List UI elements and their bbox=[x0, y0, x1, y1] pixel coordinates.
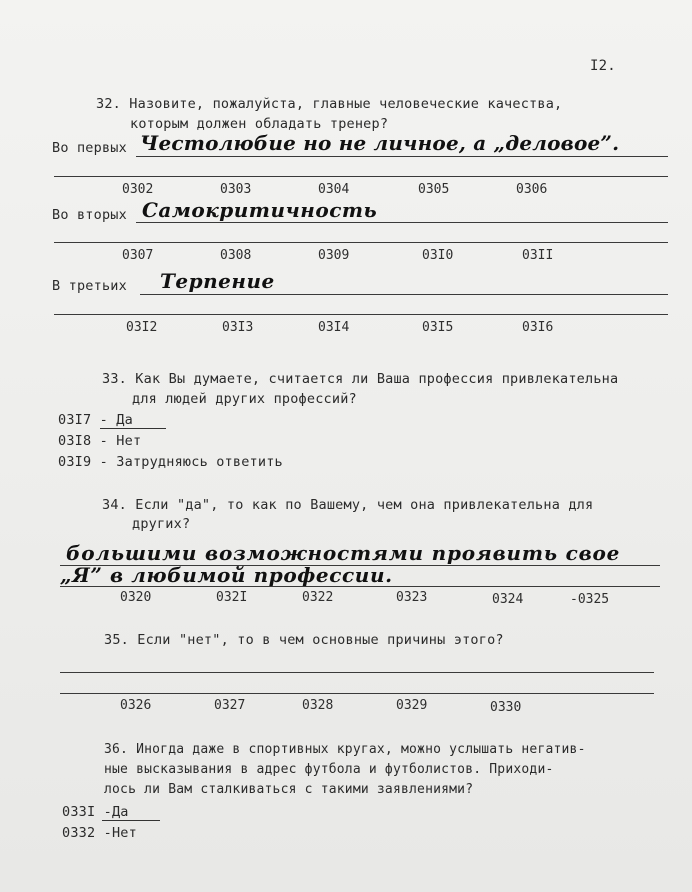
q33-option-code: 03I7 bbox=[58, 412, 92, 428]
page-number: I2. bbox=[590, 58, 616, 74]
q36-selected-underline bbox=[102, 820, 160, 821]
q35-code: 0329 bbox=[396, 698, 428, 713]
q32-first-code: 0304 bbox=[318, 182, 350, 197]
q33-option-unsure bbox=[58, 454, 283, 470]
q32-second-answer-line-2 bbox=[54, 242, 668, 243]
q33-option-text: - Нет bbox=[99, 433, 142, 449]
q32-first-answer-line bbox=[136, 156, 668, 157]
q33-option-no bbox=[58, 433, 141, 449]
q36-option-code: 0332 bbox=[62, 825, 96, 841]
q33-text-line1: 33. Как Вы думаете, считается ли Ваша профессия привлекательна bbox=[102, 371, 619, 387]
q33-option-text: - Затрудняюсь ответить bbox=[99, 454, 283, 470]
q36-option-text: -Нет bbox=[103, 825, 137, 841]
q32-third-code: 03I5 bbox=[422, 320, 454, 335]
q32-third-answer-line-2 bbox=[54, 314, 668, 315]
q36-text-line2: ные высказывания в адрес футбола и футболистов. Приходи- bbox=[104, 762, 554, 777]
q32-first-code: 0303 bbox=[220, 182, 252, 197]
q32-second-code: 0307 bbox=[122, 248, 154, 263]
q34-text-line2: других? bbox=[132, 516, 191, 532]
q35-text-line1: 35. Если "нет", то в чем основные причины этого? bbox=[104, 632, 504, 648]
q32-first-label: Во первых bbox=[52, 140, 127, 156]
q32-text-line2: которым должен обладать тренер? bbox=[130, 116, 389, 132]
q32-third-answer: Терпение bbox=[160, 269, 275, 293]
q32-third-answer-line bbox=[140, 294, 668, 295]
q32-third-code: 03I6 bbox=[522, 320, 554, 335]
q36-text-line3: лось ли Вам сталкиваться с такими заявлениями? bbox=[104, 782, 474, 797]
q36-text-line1: 36. Иногда даже в спортивных кругах, можно услышать негатив- bbox=[104, 742, 586, 757]
q34-code: 0323 bbox=[396, 590, 428, 605]
q36-option-yes bbox=[62, 804, 129, 820]
q33-text-line2: для людей других профессий? bbox=[132, 391, 357, 407]
q35-code: 0327 bbox=[214, 698, 246, 713]
q33-option-yes bbox=[58, 412, 133, 428]
q33-option-text: - Да bbox=[99, 412, 133, 428]
q32-first-code: 0305 bbox=[418, 182, 450, 197]
q33-option-code: 03I8 bbox=[58, 433, 92, 449]
q32-second-code: 0308 bbox=[220, 248, 252, 263]
q32-third-label: В третьих bbox=[52, 278, 127, 294]
q32-first-answer: Честолюбие но не личное, а „деловое”. bbox=[140, 131, 620, 155]
q32-third-code: 03I2 bbox=[126, 320, 158, 335]
q32-text-line1: 32. Назовите, пожалуйста, главные человеческие качества, bbox=[96, 96, 563, 112]
q36-option-text: -Да bbox=[103, 804, 129, 820]
q34-code: 0324 bbox=[492, 592, 524, 607]
q32-second-answer: Самокритичность bbox=[142, 198, 378, 222]
q34-text-line1: 34. Если "да", то как по Вашему, чем она привлекательна для bbox=[102, 497, 594, 513]
q33-option-code: 03I9 bbox=[58, 454, 92, 470]
q35-code: 0330 bbox=[490, 700, 522, 715]
q32-first-answer-line-2 bbox=[54, 176, 668, 177]
q32-second-label: Во вторых bbox=[52, 207, 127, 223]
q36-option-code: 033I bbox=[62, 804, 96, 820]
q34-code: 0320 bbox=[120, 590, 152, 605]
q34-answer-line1: большими возможностями проявить свое bbox=[66, 541, 621, 565]
q35-answer-rule-2 bbox=[60, 693, 654, 694]
q34-code: 032I bbox=[216, 590, 248, 605]
q35-code: 0328 bbox=[302, 698, 334, 713]
q32-third-code: 03I4 bbox=[318, 320, 350, 335]
q36-option-no bbox=[62, 825, 137, 841]
q32-second-code: 0309 bbox=[318, 248, 350, 263]
q35-code: 0326 bbox=[120, 698, 152, 713]
q34-answer-line2: „Я” в любимой профессии. bbox=[60, 563, 393, 587]
q34-code: 0322 bbox=[302, 590, 334, 605]
q32-second-code: 03I0 bbox=[422, 248, 454, 263]
q32-second-answer-line bbox=[136, 222, 668, 223]
q34-code: -0325 bbox=[570, 592, 610, 607]
q32-first-code: 0306 bbox=[516, 182, 548, 197]
q34-answer-rule-2 bbox=[60, 586, 660, 587]
q35-answer-rule-1 bbox=[60, 672, 654, 673]
q33-selected-underline bbox=[100, 428, 166, 429]
q32-second-code: 03II bbox=[522, 248, 554, 263]
q32-third-code: 03I3 bbox=[222, 320, 254, 335]
q32-first-code: 0302 bbox=[122, 182, 154, 197]
